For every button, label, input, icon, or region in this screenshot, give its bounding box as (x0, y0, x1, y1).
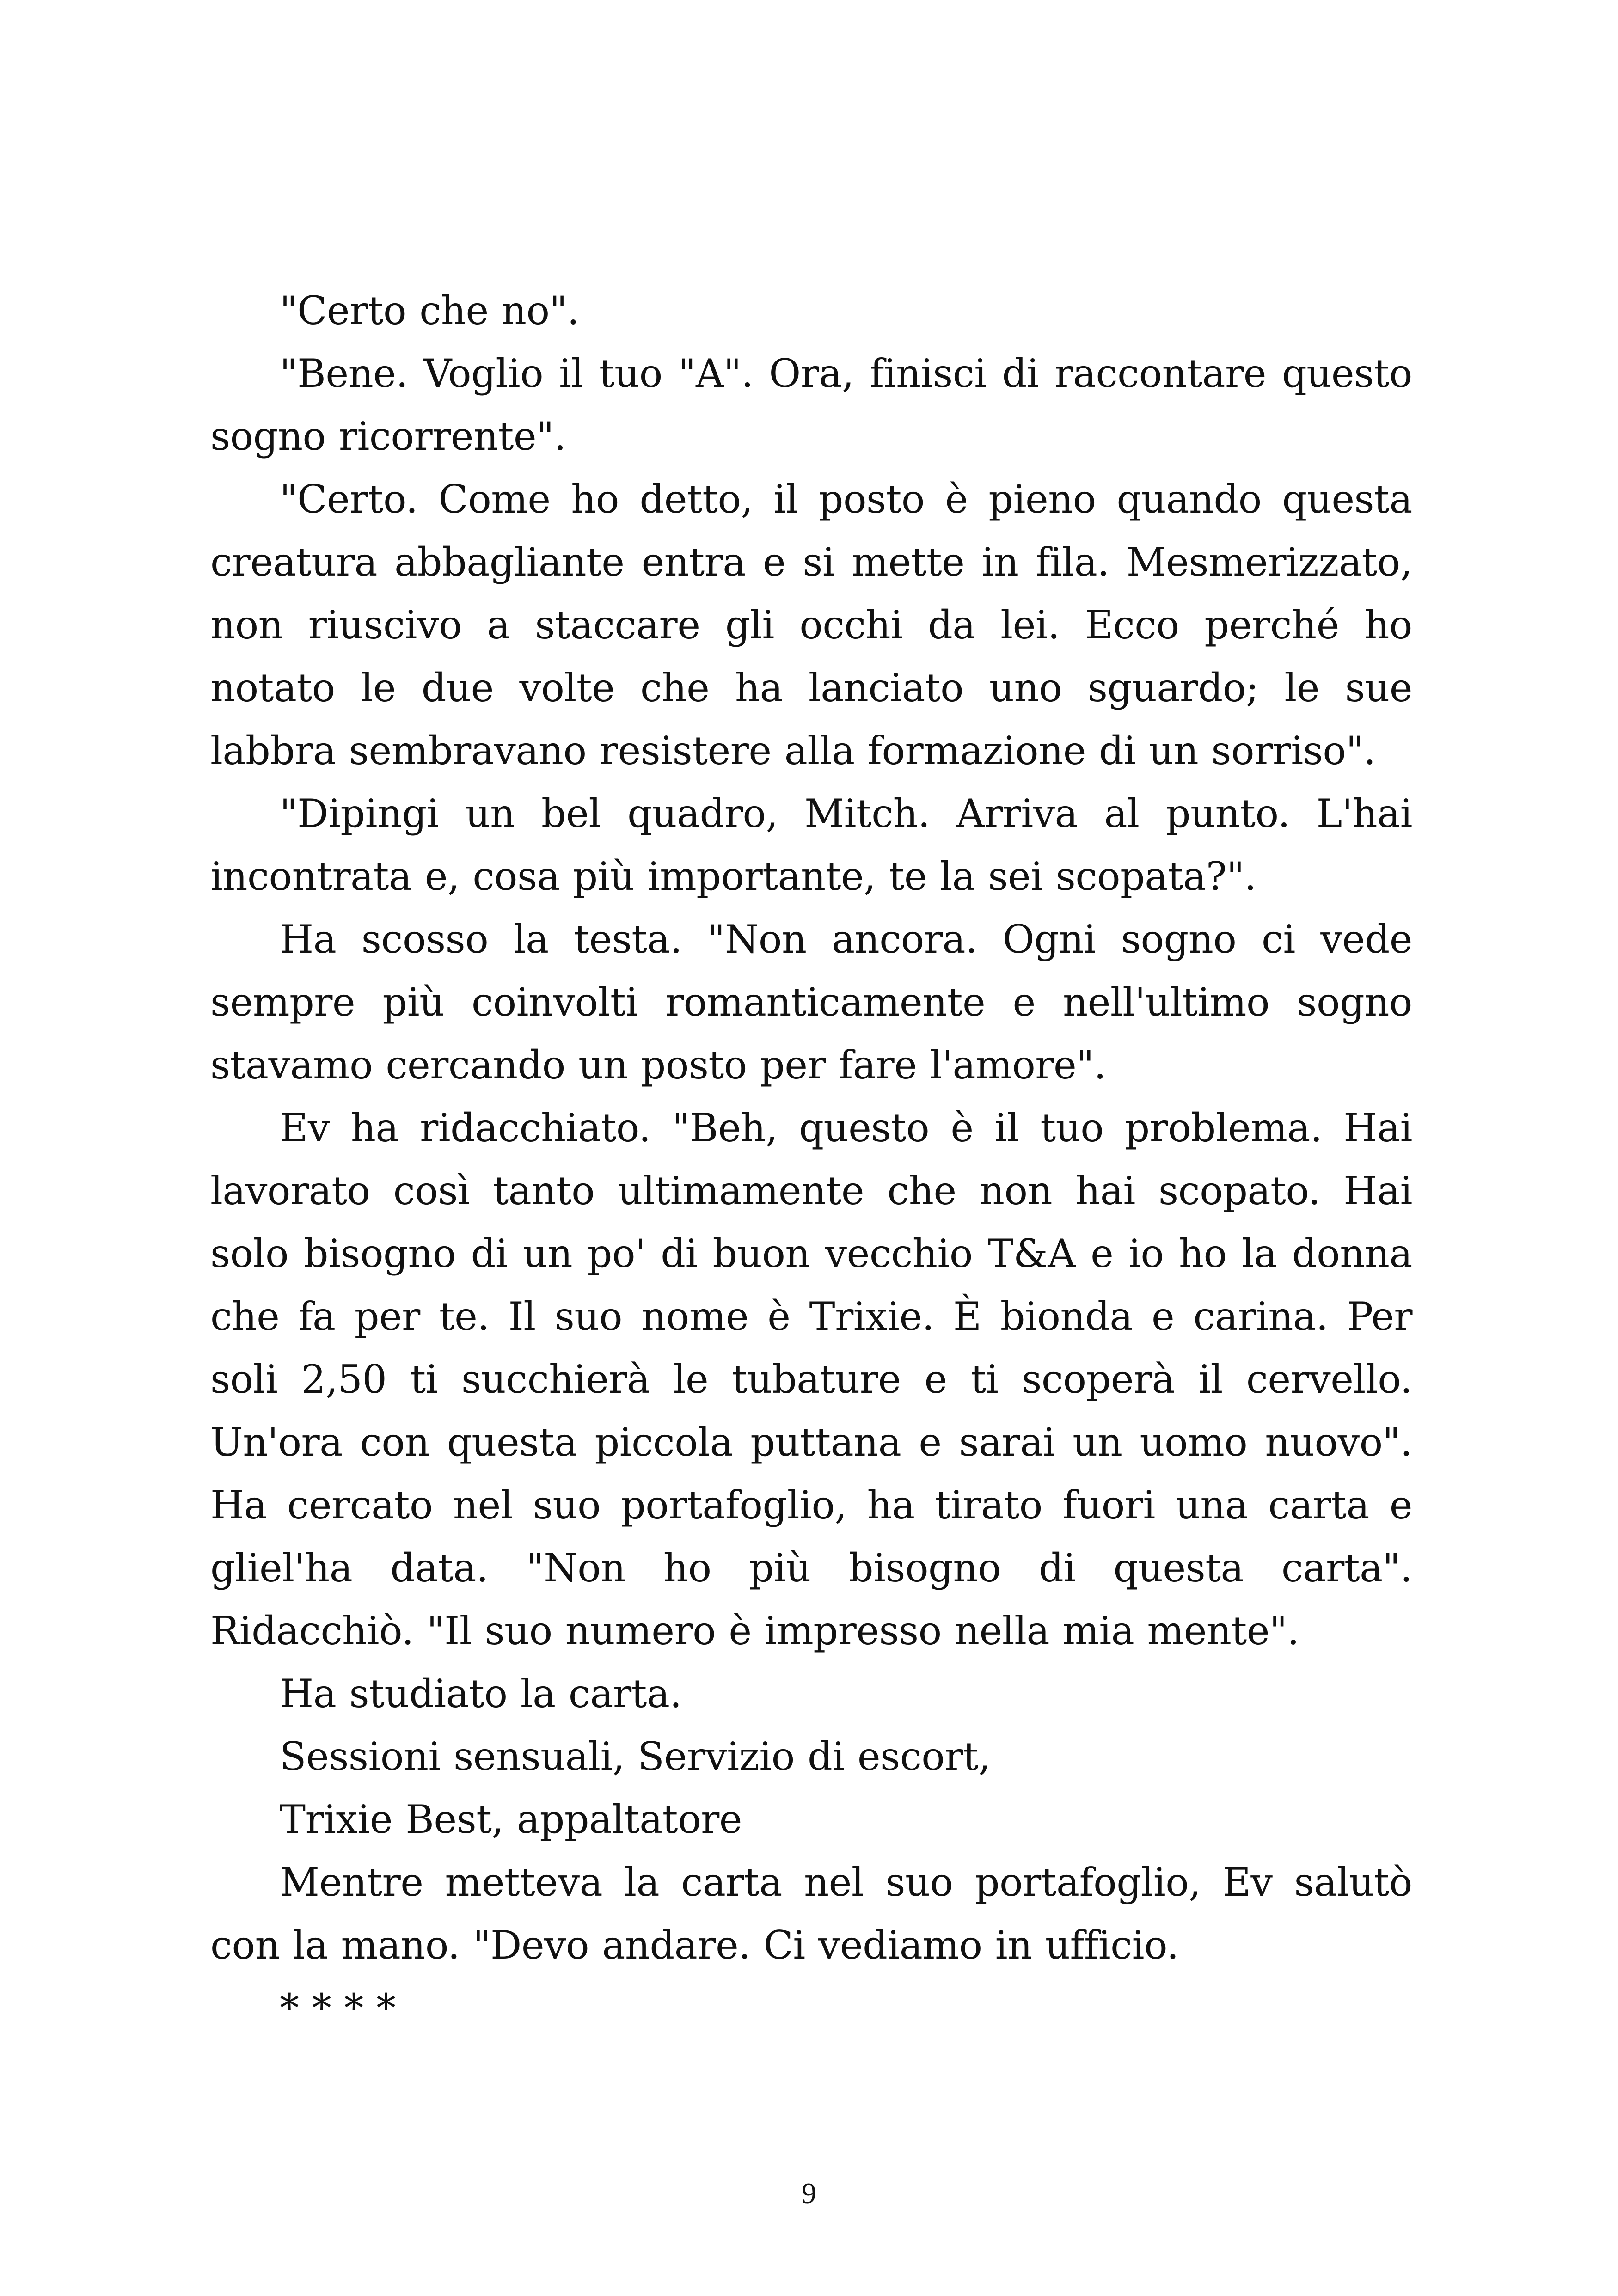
paragraph: "Certo. Come ho detto, il posto è pieno quando questa creatura abbagliante entra e si mette in fila. Mesmerizzato, non riuscivo a staccare gli occhi da lei. Ecco perché ho notato le due volte che ha lanciato uno sguardo; le sue labbra sembravano resistere alla formazione di un sorriso". (210, 477, 1412, 773)
paragraph: Mentre metteva la carta nel suo portafoglio, Ev salutò con la mano. "Devo andare. Ci vediamo in ufficio. (210, 1860, 1412, 1968)
paragraph: "Dipingi un bel quadro, Mitch. Arriva al punto. L'hai incontrata e, cosa più importante, te la sei scopata?". (210, 791, 1412, 899)
page-body (210, 279, 1412, 2039)
paragraph: Ha studiato la carta. (280, 1671, 682, 1716)
section-break: * * * * (280, 1985, 396, 2031)
paragraph: "Bene. Voglio il tuo "A". Ora, finisci di raccontare questo sogno ricorrente". (210, 351, 1412, 459)
paragraph: Ev ha ridacchiato. "Beh, questo è il tuo problema. Hai lavorato così tanto ultimamente che non hai scopato. Hai solo bisogno di un po' di buon vecchio T&A e io ho la donna che fa per te. Il suo nome è Trixie. È bionda e carina. Per soli 2,50 ti succhierà le tubature e ti scoperà il cervello. Un'ora con questa piccola puttana e sarai un uomo nuovo". Ha cercato nel suo portafoglio, ha tirato fuori una carta e gliel'ha data. "Non ho più bisogno di questa carta". Ridacchiò. "Il suo numero è impresso nella mia mente". (210, 1105, 1412, 1653)
page-number: 9 (802, 2177, 816, 2210)
paragraph: Ha scosso la testa. "Non ancora. Ogni sogno ci vede sempre più coinvolti romanticamente e nell'ultimo sogno stavamo cercando un posto per fare l'amore". (210, 917, 1412, 1088)
paragraph: Trixie Best, appaltatore (280, 1797, 742, 1842)
paragraph: Sessioni sensuali, Servizio di escort, (280, 1734, 991, 1779)
paragraph: "Certo che no". (280, 288, 579, 333)
